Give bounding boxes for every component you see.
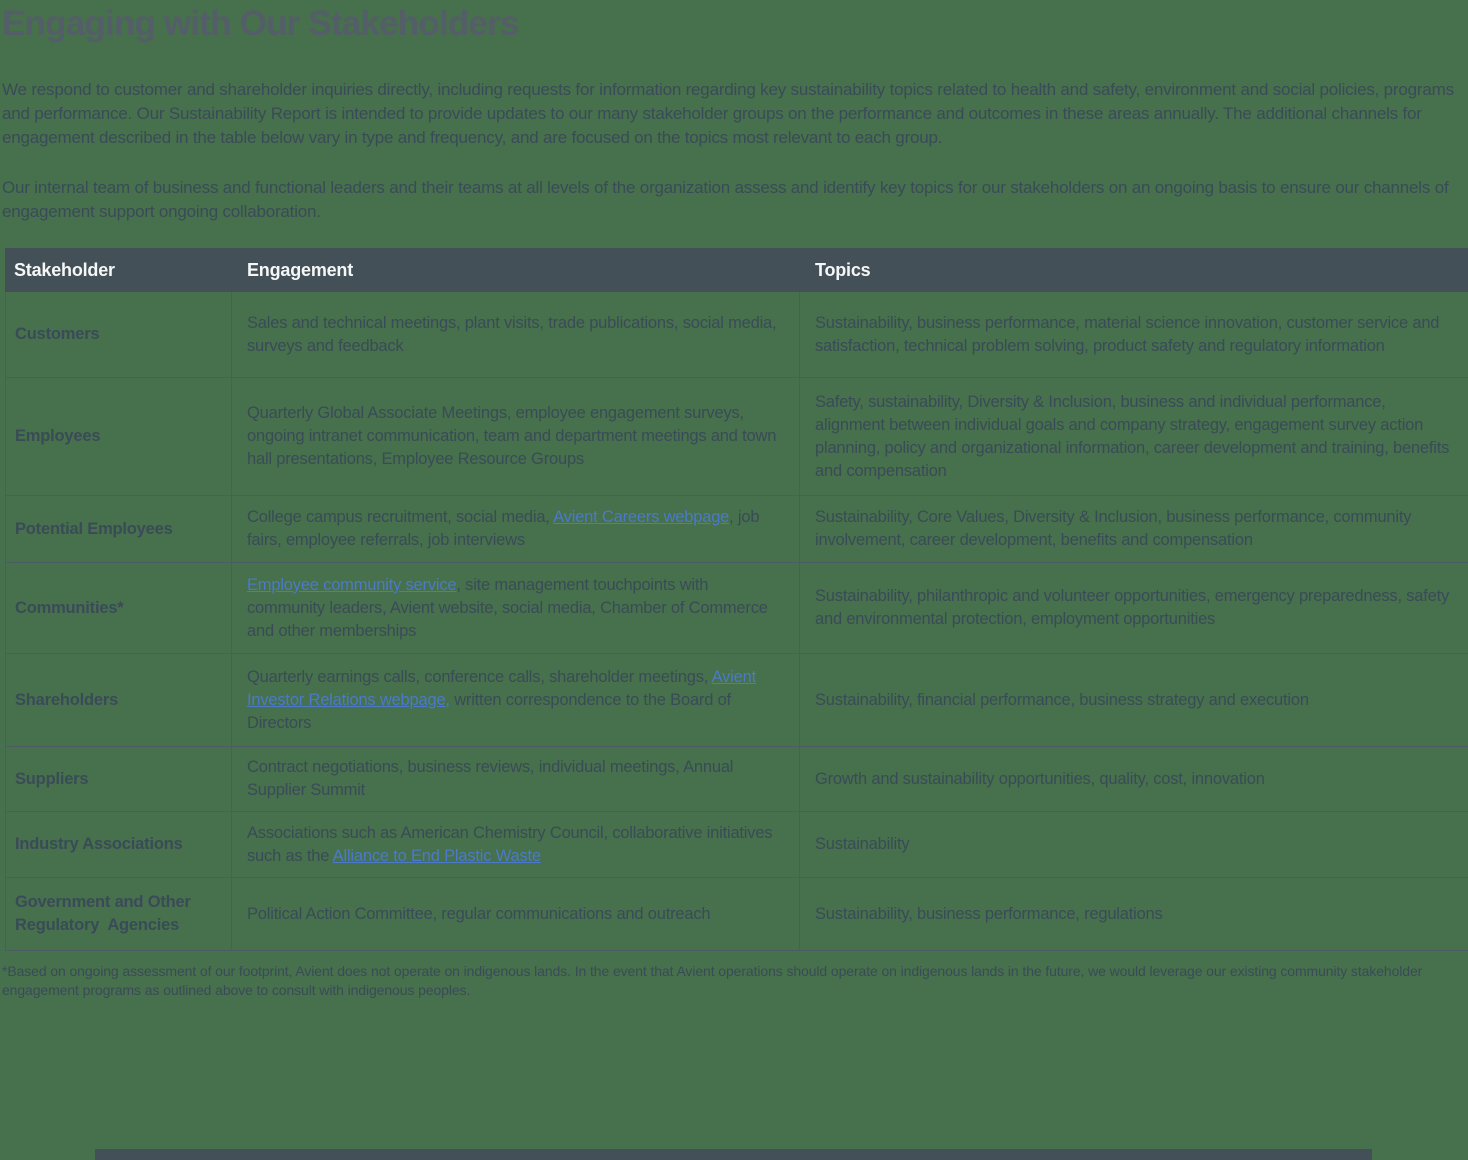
engagement-link[interactable]: Avient Careers webpage xyxy=(553,508,730,526)
column-header-topics: Topics xyxy=(815,259,871,280)
bottom-bar xyxy=(95,1149,1372,1160)
topics-text: Sustainability xyxy=(815,835,910,853)
engagement-text-segment: Contract negotiations, business reviews, individual meetings, Annual Supplier Summit xyxy=(247,758,734,799)
topics-text: Sustainability, philanthropic and volunteer opportunities, emergency preparedness, safety and environmental protection, employment opportunities xyxy=(815,587,1450,628)
table-row xyxy=(6,878,1468,951)
topics-cell xyxy=(800,292,1468,377)
stakeholder-cell: Communities* xyxy=(6,563,232,653)
topics-text: Sustainability, business performance, material science innovation, customer service and satisfaction, technical problem solving, product safety and regulatory information xyxy=(815,313,1440,355)
topics-text: Safety, sustainability, Diversity & Inclusion, business and individual performance, alignment between individual goals and company strategy, engagement survey action planning, policy and organizational information, career development and training, benefits and compensation xyxy=(815,392,1450,480)
engagement-text xyxy=(247,666,784,735)
topics-cell xyxy=(800,812,1468,877)
intro-text xyxy=(2,78,1464,224)
engagement-text-segment: Quarterly earnings calls, conference calls, shareholder meetings, xyxy=(247,667,712,686)
topics-cell xyxy=(800,563,1468,653)
intro-paragraph-1: We respond to customer and shareholder inquiries directly, including requests for information regarding key sustainability topics related to health and safety, environment and social policies, programs and performance. Our Sustainability Report is intended to provide updates to our many stakeholder groups on the performance and outcomes in these areas annually. The additional channels for engagement described in the table below vary in type and frequency, and are focused on the topics most relevant to each group. xyxy=(2,80,1454,147)
engagement-text-segment: , job fairs, employee referrals, job interviews xyxy=(247,508,760,549)
engagement-text-segment: Sales and technical meetings, plant visits, trade publications, social media, surveys and feedback xyxy=(247,313,777,355)
engagement-text xyxy=(247,402,784,471)
table-body xyxy=(5,292,1468,951)
engagement-text xyxy=(247,903,710,926)
topics-cell xyxy=(800,378,1468,495)
column-header-engagement: Engagement xyxy=(247,259,354,280)
engagement-cell xyxy=(232,563,800,653)
table-header-row xyxy=(5,248,1468,292)
column-header-stakeholder: Stakeholder xyxy=(14,259,115,280)
engagement-link[interactable]: Alliance to End Plastic Waste xyxy=(332,846,541,865)
topics-text: Growth and sustainability opportunities, quality, cost, innovation xyxy=(815,769,1265,788)
topics-text: Sustainability, business performance, regulations xyxy=(815,904,1163,923)
stakeholder-cell: Shareholders xyxy=(6,654,232,746)
stakeholder-cell: Customers xyxy=(6,292,232,377)
engagement-text-segment: Quarterly Global Associate Meetings, employee engagement surveys, ongoing intranet communication, team and department meetings and town hall presentations, Employee Resource Groups xyxy=(247,404,777,468)
topics-cell xyxy=(800,747,1468,811)
engagement-text-segment: College campus recruitment, social media, xyxy=(247,508,554,526)
stakeholder-engagement-table xyxy=(5,248,1468,951)
engagement-text xyxy=(247,506,784,552)
engagement-text xyxy=(247,822,784,868)
engagement-text-segment: , site management touchpoints with community leaders, Avient website, social media, Chamber of Commerce and other memberships xyxy=(247,575,768,640)
engagement-text xyxy=(247,756,784,802)
engagement-link[interactable]: Employee community service xyxy=(247,575,457,594)
stakeholder-cell: Employees xyxy=(6,378,232,495)
engagement-cell xyxy=(232,812,800,877)
table-row xyxy=(6,812,1468,878)
engagement-cell xyxy=(232,747,800,811)
table-row xyxy=(6,563,1468,654)
topics-text: Sustainability, financial performance, business strategy and execution xyxy=(815,690,1309,709)
table-row xyxy=(6,654,1468,747)
stakeholder-cell: Government and Other Regulatory Agencies xyxy=(6,878,232,950)
stakeholder-cell: Suppliers xyxy=(6,747,232,811)
stakeholder-cell: Industry Associations xyxy=(6,812,232,877)
table-row xyxy=(6,496,1468,563)
engagement-link[interactable]: Avient Investor Relations webpage, xyxy=(247,667,756,709)
intro-paragraph-2: Our internal team of business and functional leaders and their teams at all levels of the organization assess and identify key topics for our stakeholders on an ongoing basis to ensure our channels of engagement support ongoing collaboration. xyxy=(2,178,1449,221)
topics-cell xyxy=(800,496,1468,562)
engagement-cell xyxy=(232,378,800,495)
engagement-cell xyxy=(232,292,800,377)
table-row xyxy=(6,292,1468,378)
topics-cell xyxy=(800,878,1468,950)
footnote: *Based on ongoing assessment of our footprint, Avient does not operate on indigenous lands. In the event that Avient operations should operate on indigenous lands in the future, we would leverage our existing community stakeholder engagement programs as outlined above to consult with indigenous peoples. xyxy=(2,963,1423,998)
table-row xyxy=(6,747,1468,812)
engagement-text-segment: written correspondence to the Board of Directors xyxy=(247,690,731,732)
topics-text: Sustainability, Core Values, Diversity & Inclusion, business performance, community involvement, career development, benefits and compensation xyxy=(815,508,1412,549)
engagement-text xyxy=(247,574,784,643)
stakeholder-cell: Potential Employees xyxy=(6,496,232,562)
engagement-text-segment: Political Action Committee, regular communications and outreach xyxy=(247,904,711,923)
engagement-cell xyxy=(232,878,800,950)
topics-cell xyxy=(800,654,1468,746)
engagement-text-segment: Associations such as American Chemistry Council, collaborative initiatives such as the xyxy=(247,823,773,865)
engagement-cell xyxy=(232,654,800,746)
engagement-cell xyxy=(232,496,800,562)
page-title: Engaging with Our Stakeholders xyxy=(2,4,519,43)
table-row xyxy=(6,378,1468,496)
engagement-text xyxy=(247,312,784,358)
